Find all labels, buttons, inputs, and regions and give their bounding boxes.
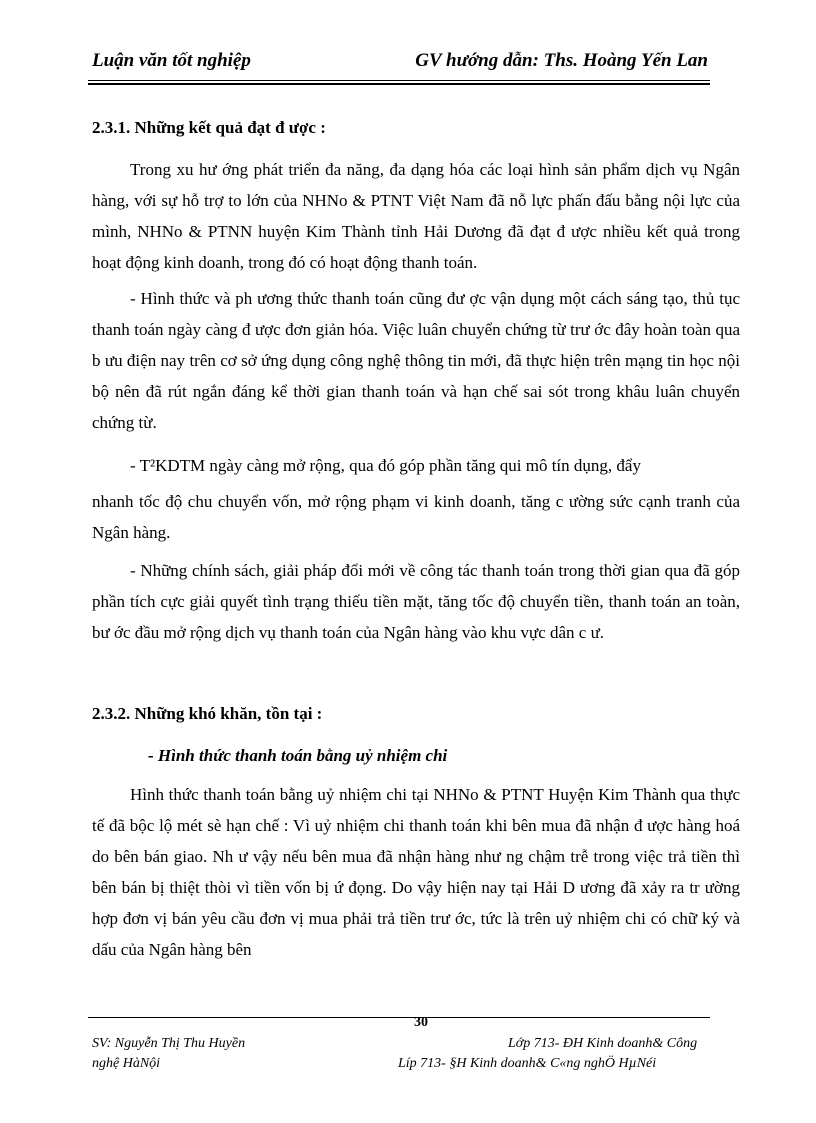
header-supervisor: GV hướng dẫn: Ths. Hoàng Yến Lan — [415, 50, 708, 71]
paragraph-payment-order: Hình thức thanh toán bằng uỷ nhiệm chi tại NHNo & PTNT Huyện Kim Thành qua thực tế đã bộc lộ mét sè hạn chế : Vì uỷ nhiệm chi thanh toán khi bên mua đã nhận đ ược hàng hoá do bên bán giao. Nh ư vậy nếu bên mua đã nhận hàng như ng chậm trễ trong việc trả tiền thì bên bán bị thiệt thòi vì tiền vốn bị ứ đọng. Do vậy hiện nay tại Hải D ương đã xảy ra tr ường hợp đơn vị bán yêu cầu đơn vị mua phải trả tiền trư ớc, tức là trên uỷ nhiệm chi có chữ ký và dấu của Ngân hàng bên — [92, 785, 740, 959]
paragraph-intro: Trong xu hư ớng phát triển đa năng, đa dạng hóa các loại hình sản phẩm dịch vụ Ngân hàng, với sự hỗ trợ to lớn của NHNo & PTNT Việt Nam đã nỗ lực phấn đấu bằng nội lực của mình, NHNo & PTNN huyện Kim Thành tỉnh Hải Dương đã đạt đ ược nhiều kết quả trong hoạt động kinh doanh, trong đó có hoạt động thanh toán. — [92, 160, 740, 272]
section-heading-results: 2.3.1. Những kết quả đạt đ ược : — [92, 118, 326, 137]
section-heading-difficulties: 2.3.2. Những khó khăn, tồn tại : — [92, 704, 323, 723]
page-number: 30 — [414, 1015, 428, 1030]
footer-class-cont: nghệ HàNội — [92, 1056, 161, 1071]
paragraph-t2kdtm-cont: nhanh tốc độ chu chuyển vốn, mở rộng phạm vi kinh doanh, tăng c ường sức cạnh tranh của Ngân hàng. — [92, 492, 740, 542]
header-title-left: Luận văn tốt nghiệp — [92, 50, 251, 71]
paragraph-policies: - Những chính sách, giải pháp đổi mới về công tác thanh toán trong thời gian qua đã góp phần tích cực giải quyết tình trạng thiếu tiền mặt, tăng tốc độ chuyển tiền, thanh toán an toàn, bư ớc đầu mở rộng dịch vụ thanh toán của Ngân hàng vào khu vực dân c ư. — [92, 561, 740, 642]
footer-class: Lớp 713- ĐH Kinh doanh& Công — [508, 1036, 698, 1051]
footer-divider — [88, 1017, 710, 1018]
paragraph-t2kdtm: - T²KDTM ngày càng mở rộng, qua đó góp phần tăng qui mô tín dụng, đẩy — [130, 456, 641, 475]
paragraph-payment-methods: - Hình thức và ph ương thức thanh toán cũng đư ợc vận dụng một cách sáng tạo, thủ tục thanh toán ngày càng đ ược đơn giản hóa. Việc luân chuyển chứng từ trư ớc đây hoàn toàn qua b ưu điện nay trên cơ sở ứng dụng công nghệ thông tin mới, đã thực hiện trên mạng tin học nội bộ nên đã rút ngắn đáng kể thời gian thanh toán và hạn chế sai sót trong khâu luân chuyển chứng từ. — [92, 289, 740, 432]
header-divider-thick — [88, 83, 710, 85]
header-divider — [88, 80, 710, 81]
subheading-payment-order: - Hình thức thanh toán bằng uỷ nhiệm chi — [148, 746, 448, 765]
footer-student: SV: Nguyễn Thị Thu Huyền — [92, 1036, 246, 1051]
footer-class-garbled: Líp 713- §H Kinh doanh& C«ng nghÖ HµNéi — [398, 1056, 657, 1071]
